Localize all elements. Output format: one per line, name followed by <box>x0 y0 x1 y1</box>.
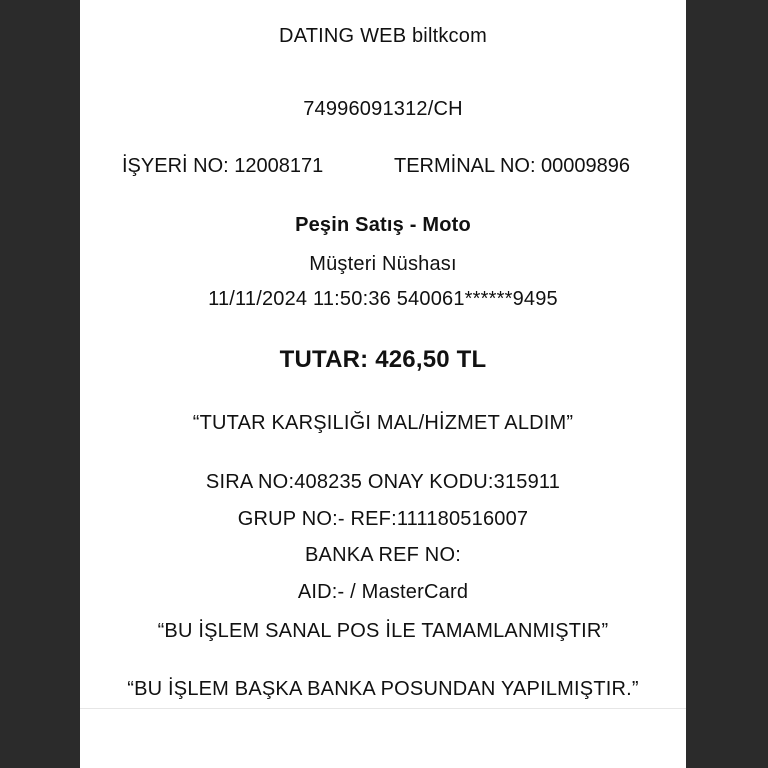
left-dark-margin <box>0 0 80 768</box>
banka-ref: BANKA REF NO: <box>305 544 461 566</box>
terminal-no: TERMİNAL NO: 00009896 <box>394 155 631 177</box>
sira-onay: SIRA NO:408235 ONAY KODU:315911 <box>205 471 561 493</box>
grup-ref: GRUP NO:- REF:111180516007 <box>237 508 529 530</box>
datetime-card: 11/11/2024 11:50:36 540061******9495 <box>208 288 558 310</box>
note-other-bank: “BU İŞLEM BAŞKA BANKA POSUNDAN YAPILMIŞTIR.” <box>127 678 639 700</box>
isyeri-no: İŞYERİ NO: 12008171 <box>122 155 324 177</box>
pos-receipt <box>80 0 686 768</box>
merchant-code: 74996091312/CH <box>303 98 463 120</box>
aid: AID:- / MasterCard <box>297 581 469 603</box>
amount: TUTAR: 426,50 TL <box>279 346 487 373</box>
bottom-divider <box>80 708 686 709</box>
transaction-type: Peşin Satış - Moto <box>295 214 471 236</box>
right-dark-margin <box>686 0 768 768</box>
merchant-name: DATING WEB biltkcom <box>279 25 487 47</box>
note-virtual-pos: “BU İŞLEM SANAL POS İLE TAMAMLANMIŞTIR” <box>157 620 609 642</box>
acknowledgement: “TUTAR KARŞILIĞI MAL/HİZMET ALDIM” <box>192 412 574 434</box>
copy-type: Müşteri Nüshası <box>309 253 457 275</box>
